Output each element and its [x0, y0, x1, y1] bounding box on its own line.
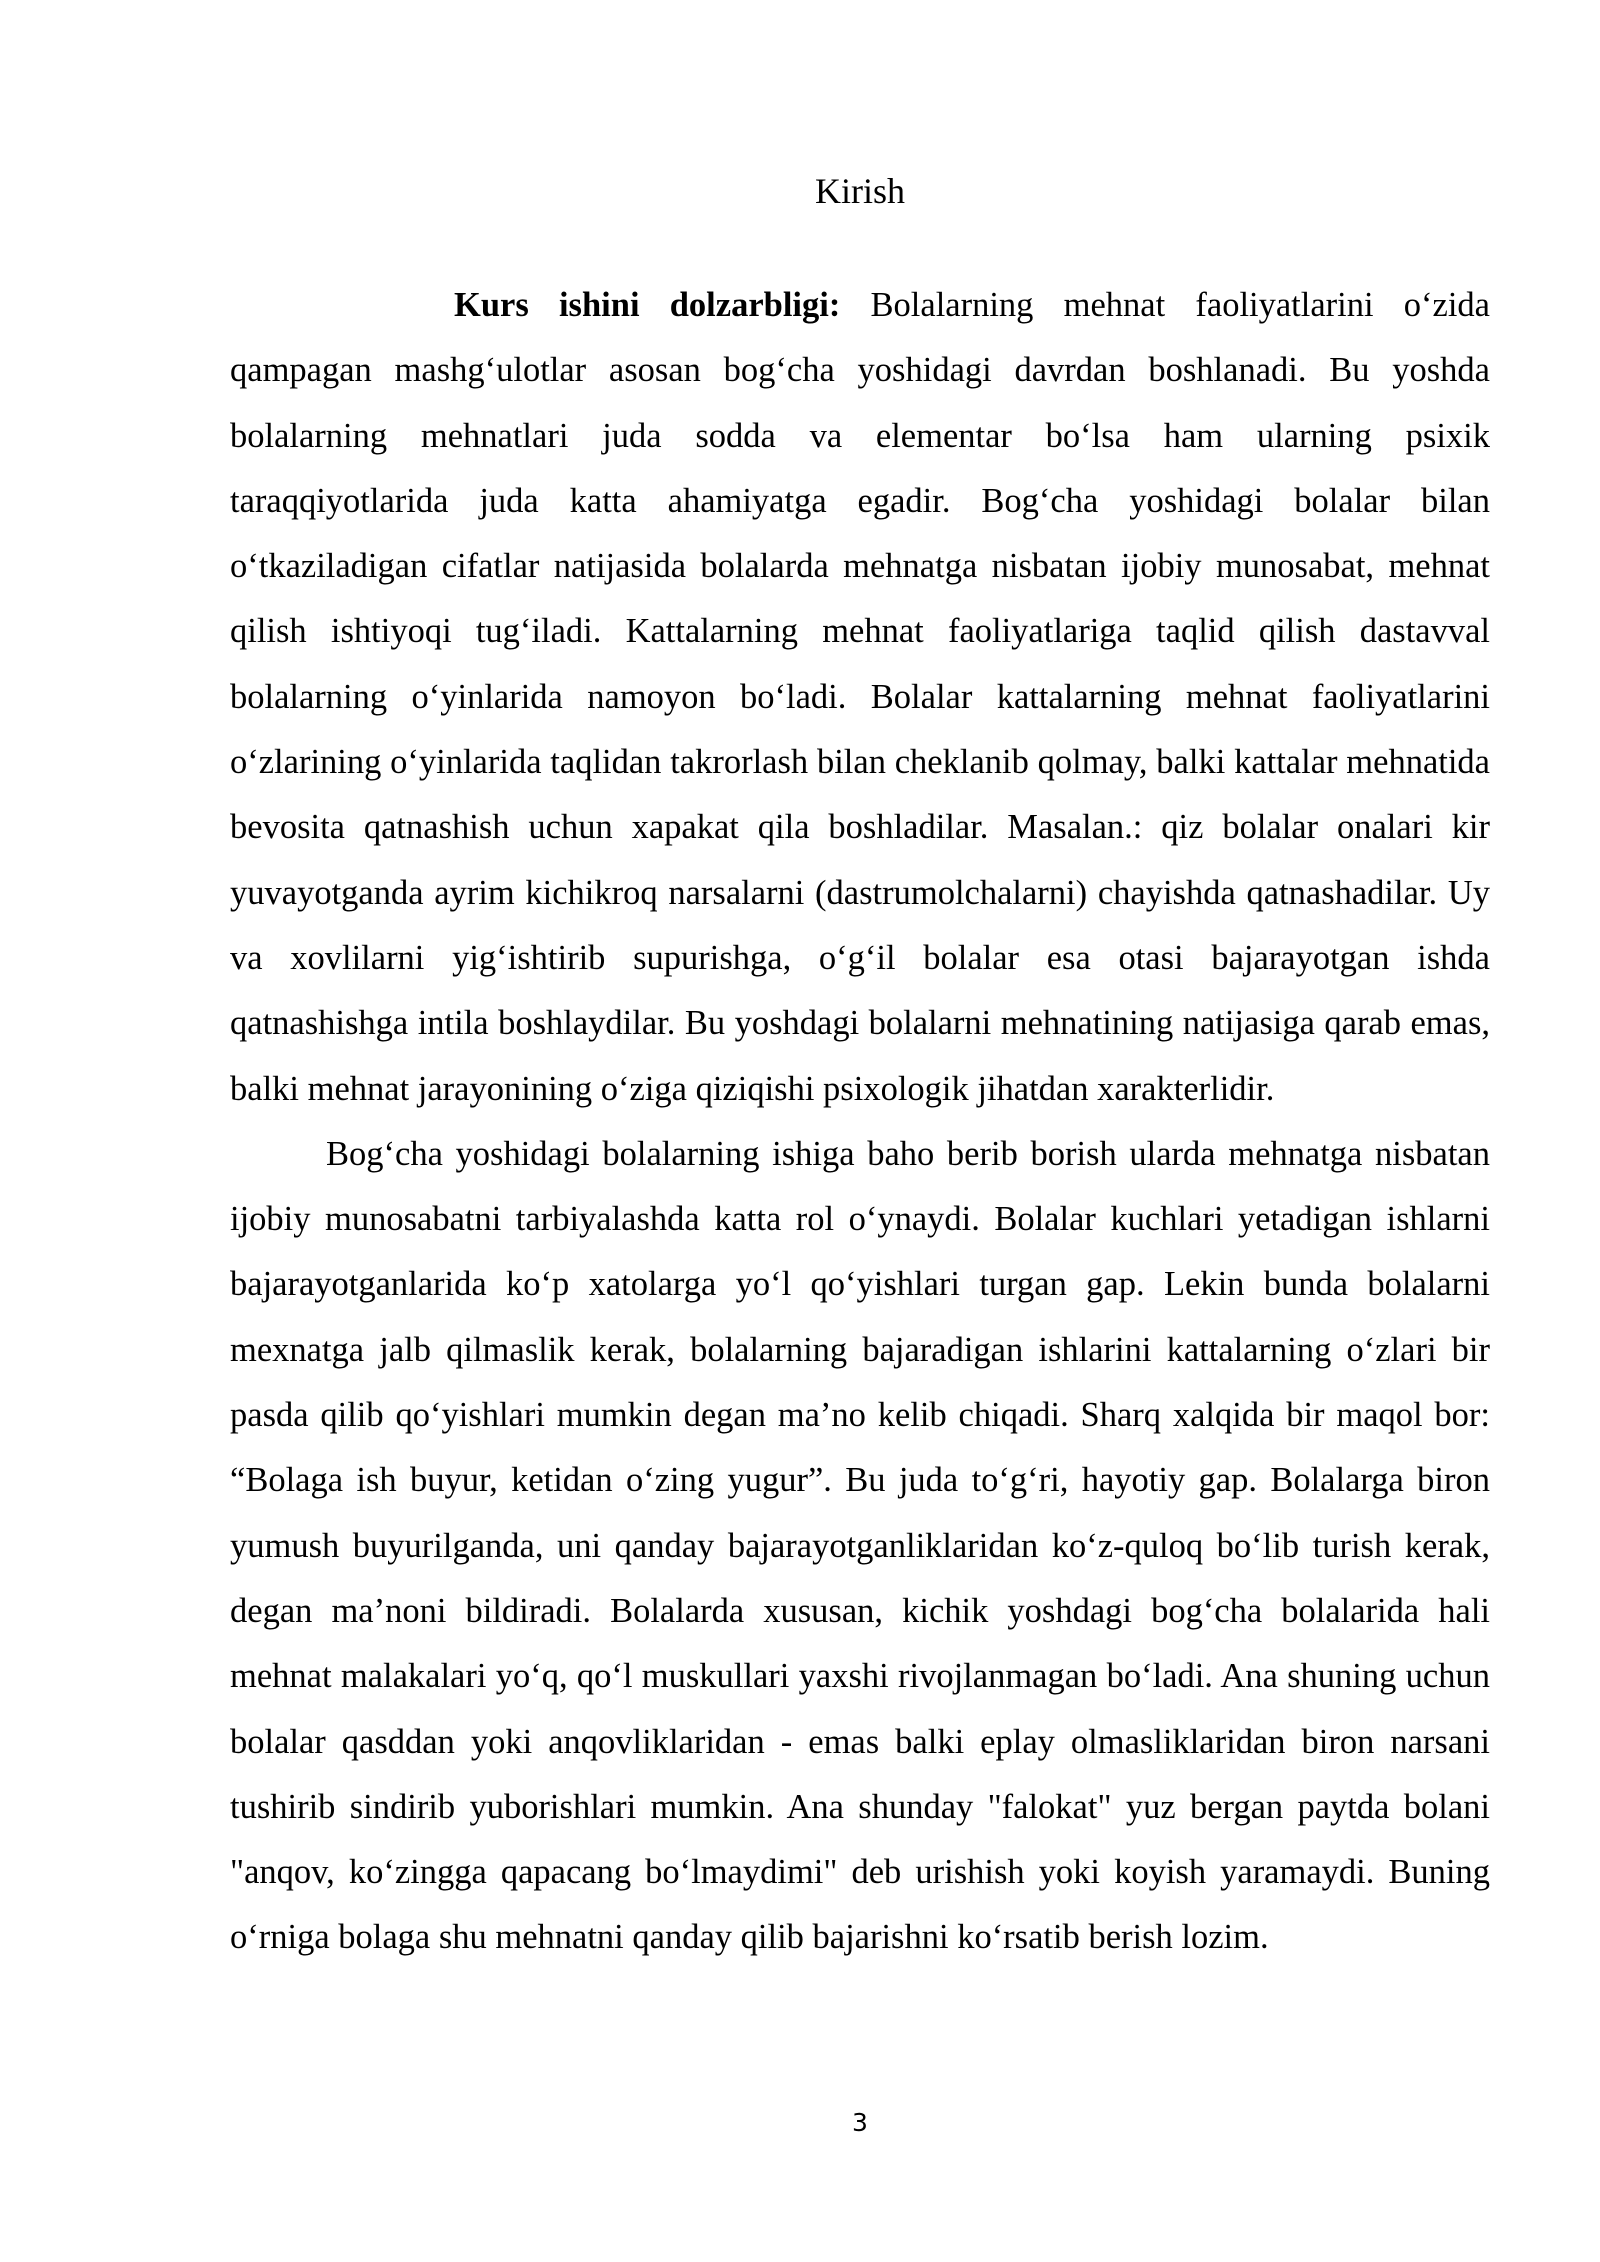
- paragraph-relevance: [230, 273, 1490, 1122]
- paragraph-text: Bog‘cha yoshidagi bolalarning ishiga baho berib borish ularda mehnatga nisbatan ijobiy munosabatni tarbiyalashda katta rol o‘ynaydi. Bolalar kuchlari yetadigan ishlarni bajarayotganlarida ko‘p xatolarga yo‘l qo‘yishlari turgan gap. Lekin bunda bolalarni mexnatga jalb qilmaslik kerak, bolalarning bajaradigan ishlarini kattalarning o‘zlari bir pasda qilib qo‘yishlari mumkin degan ma’no kelib chiqadi. Sharq xalqida bir maqol bor: “Bolaga ish buyur, ketidan o‘zing yugur”. Bu juda to‘g‘ri, hayotiy gap. Bolalarga biron yumush buyurilganda, uni qanday bajarayotganliklaridan ko‘z-quloq bo‘lib turish kerak, degan ma’noni bildiradi. Bolalarda xususan, kichik yoshdagi bog‘cha bolalarida hali mehnat malakalari yo‘q, qo‘l muskullari yaxshi rivojlanmagan bo‘ladi. Ana shuning uchun bolalar qasddan yoki anqovliklaridan - emas balki eplay olmasliklaridan biron narsani tushirib sindirib yuborishlari mumkin. Ana shunday "falokat" yuz bergan paytda bolani "anqov, ko‘zingga qapacang bo‘lmaydimi" deb urishish yoki koyish yaramaydi. Buning o‘rniga bolaga shu mehnatni qanday qilib bajarishni ko‘rsatib berish lozim.: [230, 1134, 1490, 1957]
- page-number: 3: [852, 2108, 868, 2137]
- paragraph-lead: Kurs ishini dolzarbligi:: [454, 286, 841, 324]
- paragraph-text: Bolalarning mehnat faoliyatlarini o‘zida qampagan mashg‘ulotlar asosan bog‘cha yoshidagi davrdan boshlanadi. Bu yoshda bolalarning mehnatlari juda sodda va elementar bo‘lsa ham ularning psixik taraqqiyotlarida juda katta ahamiyatga egadir. Bog‘cha yoshidagi bolalar bilan o‘tkaziladigan cifatlar natijasida bolalarda mehnatga nisbatan ijobiy munosabat, mehnat qilish ishtiyoqi tug‘iladi. Kattalarning mehnat faoliyatlariga taqlid qilish dastavval bolalarning o‘yinlarida namoyon bo‘ladi. Bolalar kattalarning mehnat faoliyatlarini o‘zlarining o‘yinlarida taqlidan takrorlash bilan cheklanib qolmay, balki kattalar mehnatida bevosita qatnashish uchun xapakat qila boshladilar. Masalan.: qiz bolalar onalari kir yuvayotganda ayrim kichikroq narsalarni (dastrumolchalarni) chayishda qatnashadilar. Uy va xovlilarni yig‘ishtirib supurishga, o‘g‘il bolalar esa otasi bajarayotgan ishda qatnashishga intila boshlaydilar. Bu yoshdagi bolalarni mehnatining natijasiga qarab emas, balki mehnat jarayonining o‘ziga qiziqishi psixologik jihatdan xarakterlidir.: [230, 286, 1490, 1108]
- body-text: [230, 273, 1490, 1971]
- paragraph-evaluation: [230, 1122, 1490, 1971]
- page-title: Kirish: [815, 171, 905, 211]
